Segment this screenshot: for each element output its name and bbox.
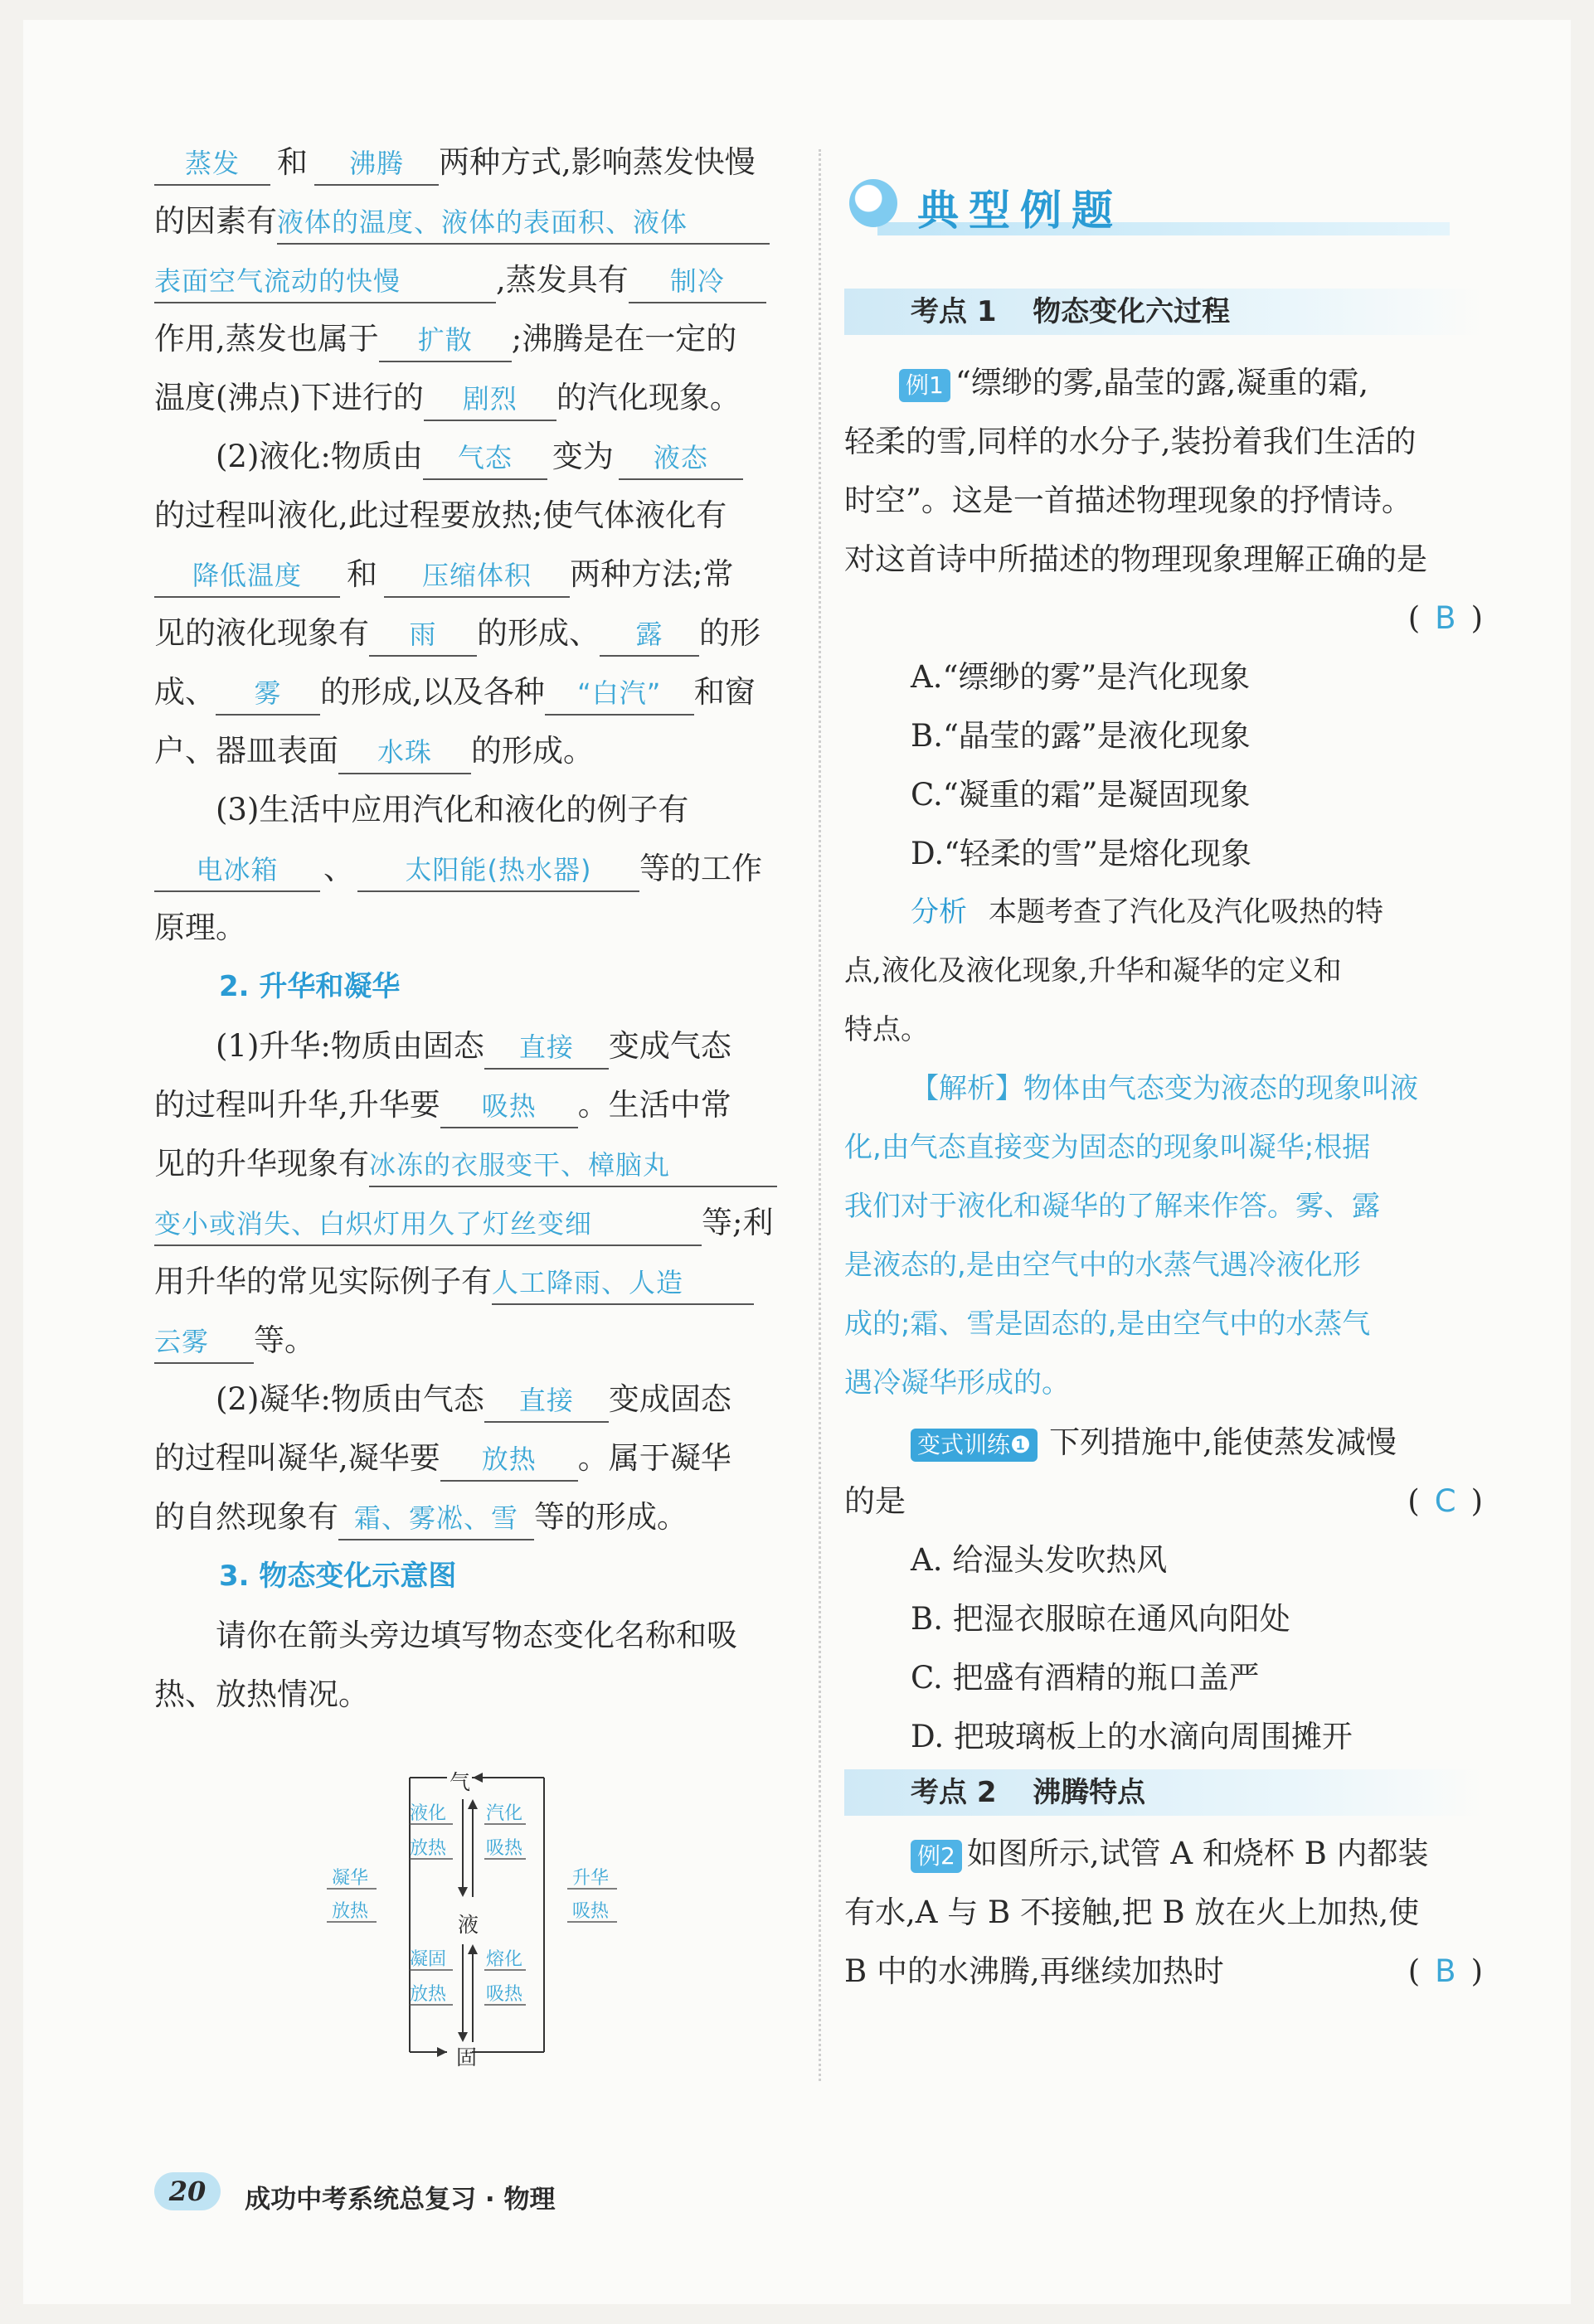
text: 的形成、 [477,615,600,651]
answer-paren: ) [1470,1953,1483,1989]
text: 的自然现象有 [154,1499,338,1535]
answer-paren: ( [1407,1483,1420,1519]
text-line [154,662,793,721]
text: 见的升华现象有 [154,1146,369,1181]
text: (3)生活中应用汽化和液化的例子有 [216,792,689,827]
option-b: B.“晶莹的露”是液化现象 [911,718,1251,754]
text-line [154,1075,793,1134]
answer-blank[interactable]: 降低温度 [154,555,340,598]
text: 用升华的常见实际例子有 [154,1264,492,1299]
section-title: 3. 物态变化示意图 [219,1560,457,1593]
text-line [154,604,793,662]
text-line [154,427,793,486]
text-line [154,368,793,427]
text: 和窗 [693,674,756,710]
text: 点,液化及液化现象,升华和凝华的定义和 [844,954,1342,987]
text: 的是 [844,1483,906,1519]
exam-point-title: 沸腾特点 [1033,1776,1146,1809]
answer-blank[interactable]: 液体的温度、液体的表面积、液体 [277,201,770,245]
text: (2)凝华:物质由气态 [216,1381,484,1417]
release-label: 放热 [410,1984,447,2005]
text: 的过程叫凝华,凝华要 [154,1440,440,1476]
text: 。生活中常 [577,1087,731,1123]
answer-blank[interactable]: 云雾 [154,1321,254,1364]
text-line [154,1606,793,1665]
liquid-label: 液 [458,1913,479,1937]
answer-paren: ( [1407,1953,1421,1989]
text: 特点。 [844,1013,929,1046]
text-line [844,1942,1483,2001]
banner-title: 典型例题 [917,187,1123,235]
option-d: D. 把玻璃板上的水滴向周围摊开 [911,1719,1353,1754]
answer-group [1407,1472,1483,1531]
release-label: 放热 [410,1838,447,1859]
text-line [154,898,793,957]
answer-blank[interactable]: 气态 [423,437,547,480]
text: 的过程叫升华,升华要 [154,1087,440,1123]
text: 和 [347,556,377,592]
answer-blank[interactable]: 人工降雨、人造 [492,1262,754,1305]
text: 有水,A 与 B 不接触,把 B 放在火上加热,使 [844,1895,1420,1930]
answer-blank[interactable]: 沸腾 [314,143,439,186]
text: 本题考查了汽化及汽化吸热的特 [989,895,1383,929]
text-line [844,1883,1483,1942]
text-line [154,839,793,898]
text-line [154,1252,793,1311]
answer-paren: ) [1470,600,1483,636]
text-line [154,1665,793,1724]
text-line [844,530,1483,589]
text-line [154,1193,793,1252]
answer-blank[interactable]: 露 [600,614,699,657]
answer-value[interactable]: C [1434,1483,1456,1519]
text: (2)液化:物质由 [216,439,423,474]
text: 变为 [552,439,614,474]
option-c: C. 把盛有酒精的瓶口盖严 [911,1660,1260,1696]
exam-point-label: 考点 2 [911,1776,997,1809]
answer-blank[interactable]: 直接 [484,1380,609,1423]
text: (1)升华:物质由固态 [216,1028,484,1064]
text: 温度(沸点)下进行的 [154,380,424,415]
text-line [844,1472,1483,1531]
liquefy-label: 液化 [410,1803,447,1824]
text: B 中的水沸腾,再继续加热时 [844,1953,1224,1989]
answer-blank[interactable]: 太阳能(热水器) [357,849,639,892]
text-line [154,250,793,309]
answer-paren: ) [1470,1483,1483,1519]
solution-line: 是液态的,是由空气中的水蒸气遇冷液化形 [844,1249,1361,1282]
analysis-label: 分析 [911,895,967,929]
answer-blank[interactable]: 冰冻的衣服变干、樟脑丸 [369,1144,777,1187]
text-line [154,1429,793,1487]
solution-line: 化,由气态直接变为固态的现象叫凝华;根据 [844,1131,1371,1164]
answer-line [844,589,1483,648]
release-label: 放热 [332,1901,369,1922]
example-tag: 例1 [899,369,950,402]
section-title: 2. 升华和凝华 [219,970,401,1003]
state-change-diagram [327,1766,625,2073]
solution-line: 【解析】物体由气态变为液态的现象叫液 [911,1072,1418,1105]
answer-blank[interactable]: 雨 [369,614,477,657]
text: ;沸腾是在一定的 [511,321,737,357]
section-banner [844,166,1458,249]
answer-blank[interactable]: 吸热 [440,1085,578,1128]
solid-label: 固 [456,2045,478,2069]
option-b: B. 把湿衣服晾在通风向阳处 [911,1601,1290,1637]
absorb-label: 吸热 [486,1838,523,1859]
text: 、 [323,851,354,886]
answer-value[interactable]: B [1435,1953,1456,1989]
text-line [154,1311,793,1370]
text: 时空”。这是一首描述物理现象的抒情诗。 [844,483,1412,518]
text-line [844,353,1483,412]
text-line [154,721,793,780]
text: 的因素有 [154,203,277,239]
text: 见的液化现象有 [154,615,369,651]
text: 等。 [254,1322,315,1358]
answer-blank[interactable]: 变小或消失、白炽灯用久了灯丝变细 [154,1203,702,1246]
exam-point-title: 物态变化六过程 [1033,295,1231,328]
answer-blank[interactable]: “白汽” [545,672,694,716]
text: 热、放热情况。 [154,1676,369,1712]
melt-label: 熔化 [486,1949,523,1970]
text-line [154,309,793,368]
solution-line: 成的;霜、雪是固态的,是由空气中的水蒸气 [844,1308,1371,1341]
text: 。属于凝华 [577,1440,731,1476]
solution-line: 遇冷凝华形成的。 [844,1366,1070,1400]
left-column [154,133,793,1724]
example-tag: 例2 [911,1840,962,1873]
answer-group [1408,1942,1483,2001]
exam-point-label: 考点 1 [911,295,997,328]
text: 原理。 [154,910,246,945]
answer-blank[interactable]: 霜、雾凇、雪 [338,1497,534,1540]
column-divider [819,149,821,2081]
text-line [844,471,1483,530]
text-line [844,1413,1483,1472]
answer-blank[interactable]: 制冷 [629,260,766,303]
answer-blank[interactable]: 雾 [216,672,320,716]
answer-blank[interactable]: 放热 [440,1439,578,1482]
analysis-line [844,1001,1483,1060]
answer-blank[interactable]: 直接 [484,1026,609,1070]
text: 轻柔的雪,同样的水分子,装扮着我们生活的 [844,424,1417,459]
book-title: 成功中考系统总复习 · 物理 [245,2185,556,2215]
text-line [154,780,793,839]
text-line [154,1487,793,1546]
text-line [154,486,793,545]
text-line [844,412,1483,471]
text: 的形成,以及各种 [320,674,545,710]
deposit-label: 凝华 [332,1868,369,1889]
answer-blank[interactable]: 水珠 [338,731,471,774]
text: 的形 [699,615,761,651]
text-line [844,1824,1483,1883]
text-line [154,1134,793,1193]
solution-line: 我们对于液化和凝华的了解来作答。雾、露 [844,1190,1380,1223]
page-footer [154,2172,555,2219]
text: 对这首诗中所描述的物理现象理解正确的是 [844,541,1427,577]
absorb-label: 吸热 [572,1901,610,1922]
absorb-label: 吸热 [486,1984,523,2005]
text: 作用,蒸发也属于 [154,321,379,357]
right-column [844,289,1483,2001]
text: 和 [277,144,308,180]
answer-blank[interactable]: 压缩体积 [384,555,570,598]
text: 如图所示,试管 A 和烧杯 B 内都装 [966,1836,1429,1871]
banner-circle-icon [849,179,897,227]
option-a: A. 给湿头发吹热风 [911,1542,1168,1578]
text: 变成固态 [608,1381,731,1417]
option-c: C.“凝重的霜”是凝固现象 [911,777,1251,813]
option-a: A.“缥缈的雾”是汽化现象 [911,659,1251,695]
analysis-line [844,883,1483,942]
vaporize-label: 汽化 [486,1803,523,1824]
text: 的过程叫液化,此过程要放热;使气体液化有 [154,497,727,533]
text-line [154,1370,793,1429]
text: 等;利 [702,1205,774,1240]
answer-blank[interactable]: 液态 [619,437,743,480]
gas-label: 气 [450,1770,471,1794]
text-line [154,192,793,250]
sublime-label: 升华 [572,1868,610,1889]
exam-point-header [844,289,1483,335]
text-line [154,133,793,192]
text: 两种方法;常 [570,556,734,592]
answer-blank[interactable]: 表面空气流动的快慢 [154,260,496,303]
answer-blank[interactable]: 扩散 [379,319,512,362]
solidify-label: 凝固 [410,1949,447,1970]
answer-value[interactable]: B [1435,600,1456,636]
text: 户、器皿表面 [154,733,338,769]
analysis-line [844,942,1483,1001]
text: 变成气态 [608,1028,731,1064]
text: “缥缈的雾,晶莹的露,凝重的霜, [955,365,1369,400]
text: ,蒸发具有 [496,262,629,298]
text: 两种方式,影响蒸发快慢 [439,144,756,180]
exam-point-header [844,1769,1483,1816]
training-tag: 变式训练❶ [911,1429,1038,1462]
text: 成、 [154,674,216,710]
text: 的形成。 [471,733,594,769]
text: 等的形成。 [534,1499,688,1535]
text: 请你在箭头旁边填写物态变化名称和吸 [216,1618,737,1653]
answer-blank[interactable]: 电冰箱 [154,849,320,892]
text: 的汽化现象。 [556,380,741,415]
option-d: D.“轻柔的雪”是熔化现象 [911,836,1251,871]
answer-blank[interactable]: 蒸发 [154,143,270,186]
text-line [154,1016,793,1075]
text-line [154,545,793,604]
text: 下列措施中,能使蒸发减慢 [1049,1424,1397,1460]
answer-paren: ( [1407,600,1421,636]
answer-blank[interactable]: 剧烈 [424,378,556,421]
page-number: 20 [154,2172,221,2210]
text: 等的工作 [639,851,762,886]
